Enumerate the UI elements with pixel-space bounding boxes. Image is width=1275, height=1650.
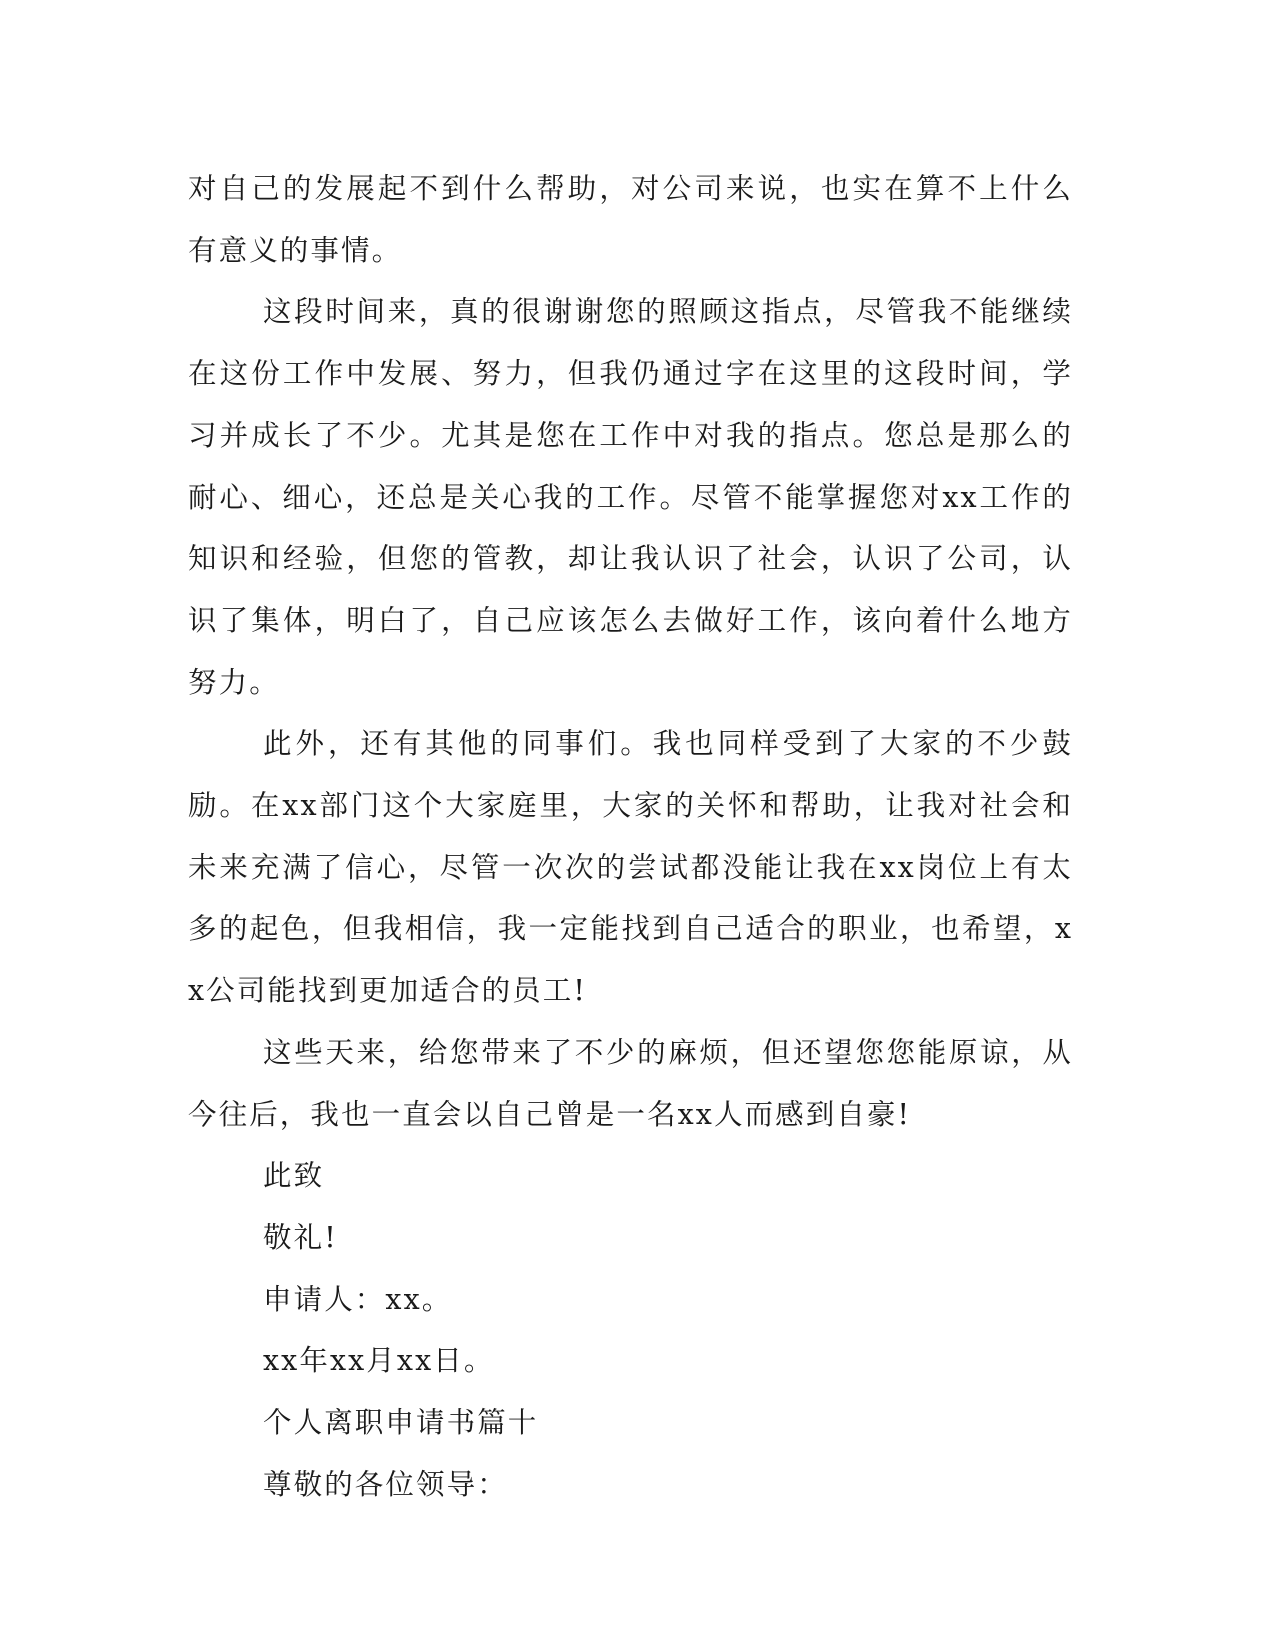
paragraph-colleagues: 此外，还有其他的同事们。我也同样受到了大家的不少鼓励。在xx部门这个大家庭里，大家的关怀和帮助，让我对社会和未来充满了信心，尽管一次次的尝试都没能让我在xx岗位上有太多的起色，但我相信，我一定能找到自己适合的职业，也希望，xx公司能找到更加适合的员工! [188, 727, 1073, 1008]
signature-date: xx年xx月xx日。 [263, 1344, 495, 1378]
letter-body [188, 158, 1073, 1515]
paragraph-apology: 这些天来，给您带来了不少的麻烦，但还望您您能原谅，从今往后，我也一直会以自己曾是一名xx人而感到自豪! [188, 1035, 1073, 1131]
section-greeting: 尊敬的各位领导： [263, 1467, 508, 1501]
closing-salutation: 此致 [263, 1159, 325, 1193]
paragraph-thanks: 这段时间来，真的很谢谢您的照顾这指点，尽管我不能继续在这份工作中发展、努力，但我仍通过字在这里的这段时间，学习并成长了不少。尤其是您在工作中对我的指点。您总是那么的耐心、细心，还总是关心我的工作。尽管不能掌握您对xx工作的知识和经验，但您的管教，却让我认识了社会，认识了公司，认识了集体，明白了，自己应该怎么去做好工作，该向着什么地方努力。 [188, 295, 1073, 699]
applicant-signature: 申请人：xx。 [263, 1282, 453, 1316]
closing-regards: 敬礼! [263, 1220, 338, 1254]
section-heading: 个人离职申请书篇十 [263, 1406, 539, 1440]
paragraph-continuation: 对自己的发展起不到什么帮助，对公司来说，也实在算不上什么有意义的事情。 [188, 172, 1073, 267]
